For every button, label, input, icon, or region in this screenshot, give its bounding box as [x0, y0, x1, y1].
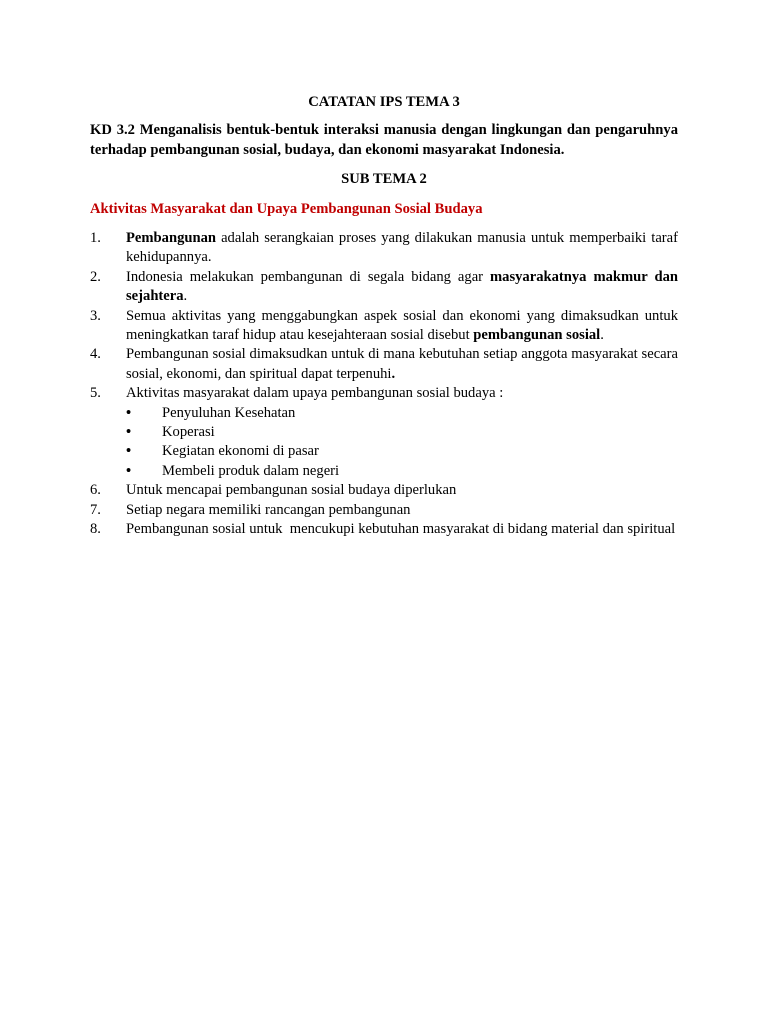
kd-statement: KD 3.2 Menganalisis bentuk-bentuk interaksi manusia dengan lingkungan dan pengaruhnya terhadap pembangunan sosial, budaya, dan ekonomi masyarakat Indonesia. — [90, 122, 678, 158]
bold-term: Pembangunan — [126, 230, 217, 246]
bullet-text: Kegiatan ekonomi di pasar — [162, 443, 319, 460]
list-text: Setiap negara memiliki rancangan pembangunan — [126, 501, 411, 518]
bullet-list — [126, 404, 678, 482]
bullet-icon: • — [126, 424, 132, 441]
list-text: Aktivitas masyarakat dalam upaya pembangunan sosial budaya : — [126, 385, 504, 402]
numbered-list — [90, 229, 678, 540]
bullet-icon: • — [126, 443, 132, 460]
list-text-end: . — [183, 288, 188, 305]
list-text-end: . — [600, 327, 604, 344]
list-item-2 — [90, 268, 678, 307]
list-number: 7. — [90, 501, 101, 518]
list-number: 3. — [90, 307, 101, 324]
list-text: Pembangunan sosial untuk mencukupi kebutuhan masyarakat di bidang material dan spiritual — [126, 521, 676, 538]
list-number: 1. — [90, 230, 101, 246]
list-text: Pembangunan sosial dimaksudkan untuk di mana kebutuhan setiap anggota masyarakat secara sosial, ekonomi, dan spiritual dapat terpenuhi — [126, 346, 678, 382]
list-text: adalah serangkaian proses yang dilakukan manusia untuk memperbaiki taraf kehidupannya. — [126, 230, 678, 266]
list-item-6 — [90, 481, 678, 500]
list-item-3 — [90, 307, 678, 346]
list-text: Indonesia melakukan pembangunan di segala bidang agar — [126, 268, 490, 285]
bullet-text: Membeli produk dalam negeri — [162, 462, 340, 479]
list-number: 2. — [90, 268, 101, 285]
bullet-item — [126, 423, 678, 442]
bullet-item — [126, 404, 678, 423]
bullet-text: Penyuluhan Kesehatan — [162, 404, 296, 421]
bullet-icon: • — [126, 462, 132, 479]
list-number: 8. — [90, 521, 101, 538]
list-number: 5. — [90, 385, 101, 402]
list-text: Untuk mencapai pembangunan sosial budaya diperlukan — [126, 482, 457, 499]
section-heading: Aktivitas Masyarakat dan Upaya Pembangunan Sosial Budaya — [90, 201, 483, 217]
bullet-item — [126, 462, 678, 481]
subtheme-title: SUB TEMA 2 — [341, 171, 427, 187]
bullet-icon: • — [126, 404, 132, 421]
list-number: 6. — [90, 482, 101, 499]
list-item-7 — [90, 501, 678, 520]
list-item-1 — [90, 229, 678, 268]
document-page — [90, 92, 678, 540]
bullet-item — [126, 442, 678, 461]
list-text: Semua aktivitas yang menggabungkan aspek sosial dan ekonomi yang dimaksudkan untuk meningkatkan taraf hidup atau kesejahteraan sosial disebut — [126, 307, 678, 344]
bold-term: pembangunan sosial — [473, 327, 601, 344]
list-item-8 — [90, 520, 678, 539]
bullet-text: Koperasi — [162, 424, 215, 441]
list-item-5 — [90, 384, 678, 481]
bold-period: . — [391, 365, 396, 382]
list-item-4 — [90, 345, 678, 384]
list-number: 4. — [90, 346, 101, 363]
bold-term: masyarakatnya makmur dan sejahtera — [126, 268, 678, 305]
document-title: CATATAN IPS TEMA 3 — [308, 94, 460, 110]
